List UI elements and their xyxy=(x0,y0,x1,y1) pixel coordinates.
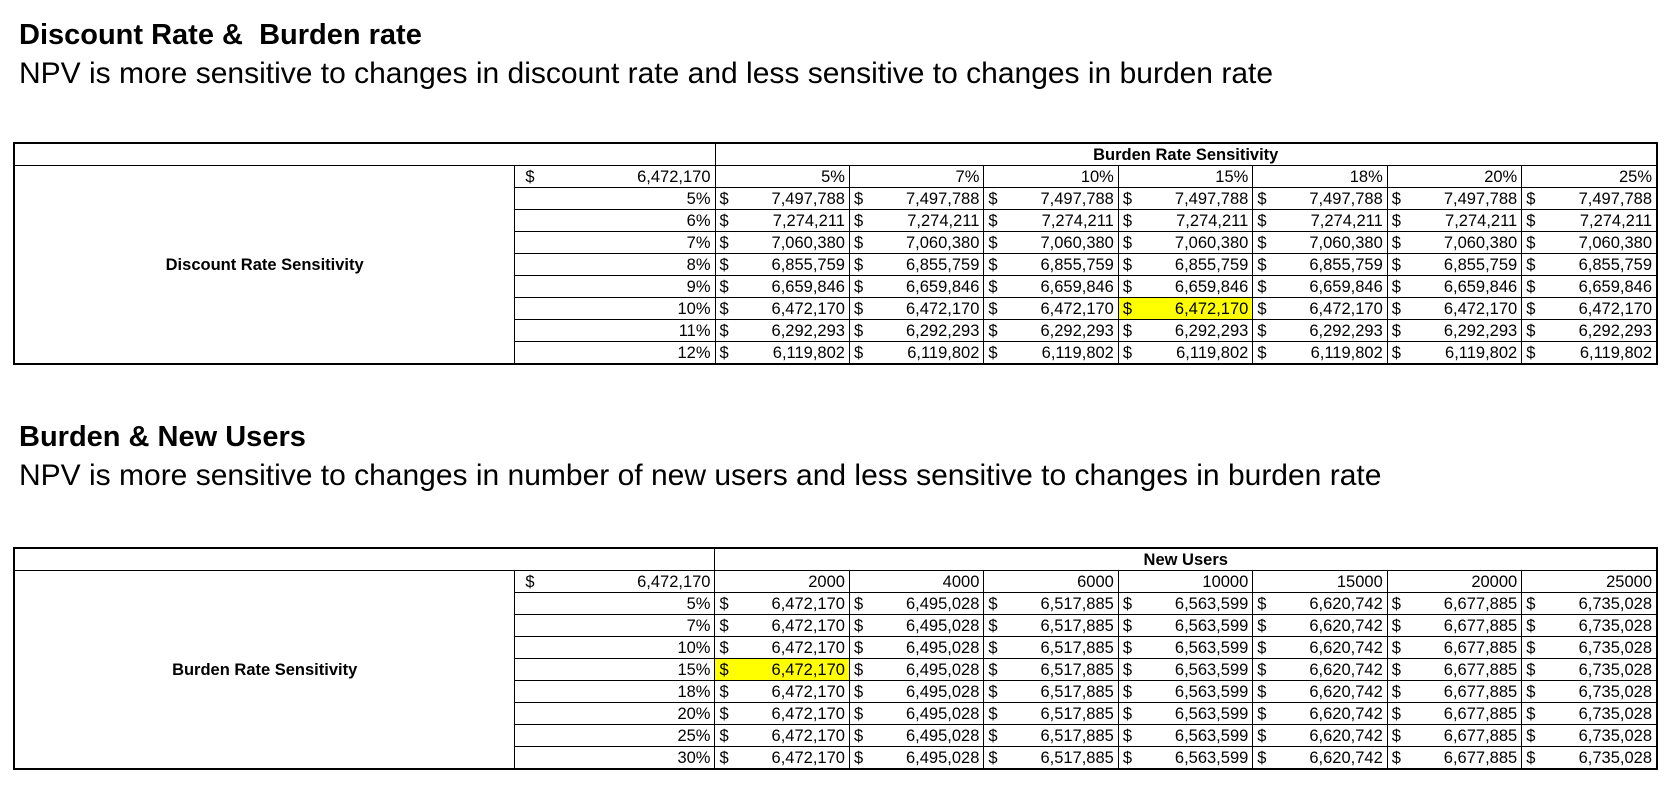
currency-symbol: $ xyxy=(1522,298,1538,320)
currency-symbol: $ xyxy=(1522,615,1538,637)
npv-value-cell: 7,274,211 xyxy=(1268,210,1387,232)
npv-value-cell: 6,735,028 xyxy=(1537,703,1656,725)
currency-symbol: $ xyxy=(1118,593,1134,615)
currency-symbol: $ xyxy=(1522,232,1538,254)
row-axis-header: Burden Rate Sensitivity xyxy=(172,660,358,679)
npv-value-cell: 6,292,293 xyxy=(1268,320,1387,342)
currency-symbol: $ xyxy=(1387,703,1403,725)
currency-symbol: $ xyxy=(849,747,865,769)
currency-symbol: $ xyxy=(1253,681,1269,703)
currency-symbol: $ xyxy=(1387,681,1403,703)
currency-symbol: $ xyxy=(1253,615,1269,637)
npv-value-cell: 6,292,293 xyxy=(1134,320,1253,342)
npv-value-cell: 6,735,028 xyxy=(1537,659,1656,681)
npv-value-cell: 6,472,170 xyxy=(1000,298,1119,320)
currency-symbol: $ xyxy=(984,637,1000,659)
currency-symbol: $ xyxy=(1253,298,1269,320)
currency-symbol: $ xyxy=(1118,659,1134,681)
npv-value-cell: 6,659,846 xyxy=(1000,276,1119,298)
currency-symbol: $ xyxy=(1387,659,1403,681)
currency-symbol: $ xyxy=(1522,637,1538,659)
base-npv-value: 6,472,170 xyxy=(637,167,711,186)
base-npv-cell xyxy=(515,571,715,593)
npv-value-cell: 7,497,788 xyxy=(1403,188,1522,210)
npv-value-cell: 7,497,788 xyxy=(731,188,850,210)
currency-symbol: $ xyxy=(1387,210,1403,232)
npv-value-cell: 6,495,028 xyxy=(865,747,984,769)
npv-value-cell: 6,620,742 xyxy=(1268,637,1387,659)
npv-value-cell: 7,497,788 xyxy=(1000,188,1119,210)
currency-symbol: $ xyxy=(849,342,865,364)
npv-value-cell: 6,563,599 xyxy=(1134,747,1253,769)
column-axis-header: New Users xyxy=(715,549,1657,571)
npv-value-cell: 6,677,885 xyxy=(1403,725,1522,747)
section-title: Discount Rate & Burden rate xyxy=(19,19,422,51)
currency-symbol: $ xyxy=(1522,210,1538,232)
npv-value-cell: 6,472,170 xyxy=(731,747,850,769)
npv-value-cell: 6,735,028 xyxy=(1537,593,1656,615)
column-value: 4000 xyxy=(849,571,983,593)
npv-value-cell: 6,119,802 xyxy=(1403,342,1522,364)
currency-symbol: $ xyxy=(1118,210,1134,232)
column-value: 10000 xyxy=(1118,571,1252,593)
currency-symbol: $ xyxy=(715,747,731,769)
npv-value-cell: 6,659,846 xyxy=(1134,276,1253,298)
currency-symbol: $ xyxy=(1387,593,1403,615)
currency-symbol: $ xyxy=(1118,681,1134,703)
row-label: 20% xyxy=(515,703,715,725)
npv-value-cell: 6,292,293 xyxy=(1000,320,1119,342)
column-value: 15% xyxy=(1118,166,1252,188)
currency-symbol: $ xyxy=(984,276,1000,298)
currency-symbol: $ xyxy=(849,593,865,615)
row-label: 6% xyxy=(515,210,715,232)
npv-value-cell: 6,517,885 xyxy=(1000,725,1119,747)
currency-symbol: $ xyxy=(984,232,1000,254)
currency-symbol: $ xyxy=(1522,725,1538,747)
currency-symbol: $ xyxy=(715,298,731,320)
currency-symbol: $ xyxy=(715,659,731,681)
column-value: 7% xyxy=(849,166,983,188)
currency-symbol: $ xyxy=(1387,320,1403,342)
currency-symbol: $ xyxy=(1253,637,1269,659)
row-axis-header: Discount Rate Sensitivity xyxy=(165,255,364,274)
currency-symbol: $ xyxy=(1522,747,1538,769)
npv-value-cell: 6,620,742 xyxy=(1268,615,1387,637)
column-value: 15000 xyxy=(1253,571,1387,593)
row-label: 10% xyxy=(515,298,715,320)
currency-symbol: $ xyxy=(1522,188,1538,210)
npv-value-cell: 6,517,885 xyxy=(1000,637,1119,659)
npv-value-cell: 7,274,211 xyxy=(1403,210,1522,232)
section-discount-burden xyxy=(19,18,1273,92)
npv-value-cell: 6,620,742 xyxy=(1268,681,1387,703)
currency-symbol: $ xyxy=(1118,615,1134,637)
npv-value-cell: 6,735,028 xyxy=(1537,681,1656,703)
column-value: 20% xyxy=(1387,166,1521,188)
currency-symbol: $ xyxy=(1118,188,1134,210)
npv-value-cell: 6,855,759 xyxy=(1268,254,1387,276)
npv-value-cell: 6,472,170 xyxy=(731,725,850,747)
npv-value-cell: 6,517,885 xyxy=(1000,681,1119,703)
base-npv-value: 6,472,170 xyxy=(637,572,711,591)
currency-symbol: $ xyxy=(1118,637,1134,659)
currency-symbol: $ xyxy=(715,681,731,703)
currency-symbol: $ xyxy=(984,188,1000,210)
currency-symbol: $ xyxy=(1253,342,1269,364)
column-value: 10% xyxy=(984,166,1118,188)
npv-value-cell: 7,497,788 xyxy=(865,188,984,210)
currency-symbol: $ xyxy=(1118,703,1134,725)
currency-symbol: $ xyxy=(715,188,731,210)
currency-symbol: $ xyxy=(849,188,865,210)
npv-value-cell: 6,677,885 xyxy=(1403,703,1522,725)
currency-symbol: $ xyxy=(1118,725,1134,747)
currency-symbol: $ xyxy=(1387,725,1403,747)
npv-value-cell: 6,677,885 xyxy=(1403,615,1522,637)
currency-symbol: $ xyxy=(1522,659,1538,681)
npv-value-cell: 6,517,885 xyxy=(1000,703,1119,725)
currency-symbol: $ xyxy=(1118,342,1134,364)
npv-value-cell: 6,855,759 xyxy=(1134,254,1253,276)
discount-burden-sensitivity-table xyxy=(14,143,1657,364)
npv-value-cell: 6,855,759 xyxy=(731,254,850,276)
npv-value-cell: 7,497,788 xyxy=(1268,188,1387,210)
npv-value-cell: 6,119,802 xyxy=(731,342,850,364)
burden-new-users-sensitivity-table xyxy=(14,548,1657,769)
currency-symbol: $ xyxy=(849,703,865,725)
currency-symbol: $ xyxy=(1118,320,1134,342)
npv-value-cell: 6,472,170 xyxy=(1268,298,1387,320)
npv-value-cell: 6,735,028 xyxy=(1537,725,1656,747)
npv-value-cell: 7,274,211 xyxy=(1134,210,1253,232)
currency-symbol: $ xyxy=(1387,342,1403,364)
currency-symbol: $ xyxy=(984,615,1000,637)
npv-value-cell: 6,855,759 xyxy=(1537,254,1656,276)
npv-value-cell: 6,659,846 xyxy=(865,276,984,298)
npv-value-cell: 6,620,742 xyxy=(1268,747,1387,769)
npv-value-cell: 7,497,788 xyxy=(1134,188,1253,210)
column-value: 25% xyxy=(1522,166,1657,188)
npv-value-cell: 6,472,170 xyxy=(731,637,850,659)
currency-symbol: $ xyxy=(849,276,865,298)
table-column-values-row xyxy=(15,166,1657,188)
npv-value-cell: 6,517,885 xyxy=(1000,615,1119,637)
column-value: 25000 xyxy=(1522,571,1657,593)
currency-symbol: $ xyxy=(849,232,865,254)
section-subtitle: NPV is more sensitive to changes in number of new users and less sensitive to changes in burden rate xyxy=(19,459,1382,492)
npv-value-cell: 6,292,293 xyxy=(865,320,984,342)
currency-symbol: $ xyxy=(1387,254,1403,276)
npv-value-cell: 6,472,170 xyxy=(731,298,850,320)
row-label: 12% xyxy=(515,342,715,364)
npv-value-cell: 6,495,028 xyxy=(865,637,984,659)
currency-symbol: $ xyxy=(715,703,731,725)
currency-symbol: $ xyxy=(1522,703,1538,725)
npv-value-cell: 6,677,885 xyxy=(1403,681,1522,703)
npv-value-cell: 6,855,759 xyxy=(865,254,984,276)
npv-value-cell: 6,119,802 xyxy=(1268,342,1387,364)
row-label: 11% xyxy=(515,320,715,342)
row-label: 10% xyxy=(515,637,715,659)
currency-symbol: $ xyxy=(849,615,865,637)
currency-symbol: $ xyxy=(984,254,1000,276)
currency-symbol: $ xyxy=(984,747,1000,769)
currency-symbol: $ xyxy=(715,342,731,364)
npv-value-cell: 6,472,170 xyxy=(731,659,850,681)
npv-value-cell: 6,119,802 xyxy=(1537,342,1656,364)
currency-symbol: $ xyxy=(849,320,865,342)
column-value: 6000 xyxy=(984,571,1118,593)
npv-value-cell: 6,659,846 xyxy=(1403,276,1522,298)
npv-value-cell: 6,119,802 xyxy=(1134,342,1253,364)
npv-value-cell: 6,563,599 xyxy=(1134,703,1253,725)
npv-value-cell: 6,563,599 xyxy=(1134,593,1253,615)
currency-symbol: $ xyxy=(715,210,731,232)
section-subtitle: NPV is more sensitive to changes in discount rate and less sensitive to changes in burden rate xyxy=(19,57,1274,90)
npv-value-cell: 6,495,028 xyxy=(865,659,984,681)
npv-value-cell: 7,274,211 xyxy=(865,210,984,232)
currency-symbol: $ xyxy=(1387,232,1403,254)
table-header-row xyxy=(15,144,1657,166)
currency-symbol: $ xyxy=(1387,747,1403,769)
table-column-values-row xyxy=(15,571,1657,593)
currency-symbol: $ xyxy=(1118,276,1134,298)
row-label: 8% xyxy=(515,254,715,276)
currency-symbol: $ xyxy=(715,725,731,747)
row-label: 15% xyxy=(515,659,715,681)
npv-value-cell: 6,563,599 xyxy=(1134,725,1253,747)
npv-value-cell: 6,620,742 xyxy=(1268,593,1387,615)
column-axis-header: Burden Rate Sensitivity xyxy=(715,144,1657,166)
row-label: 5% xyxy=(515,593,715,615)
npv-value-cell: 6,119,802 xyxy=(1000,342,1119,364)
currency-symbol: $ xyxy=(984,703,1000,725)
npv-value-cell: 6,677,885 xyxy=(1403,659,1522,681)
currency-symbol: $ xyxy=(1387,276,1403,298)
npv-value-cell: 6,517,885 xyxy=(1000,659,1119,681)
currency-symbol: $ xyxy=(715,593,731,615)
currency-symbol: $ xyxy=(1253,188,1269,210)
npv-value-cell: 6,735,028 xyxy=(1537,637,1656,659)
currency-symbol: $ xyxy=(715,232,731,254)
currency-symbol: $ xyxy=(715,637,731,659)
npv-value-cell: 6,659,846 xyxy=(1268,276,1387,298)
npv-value-cell: 6,472,170 xyxy=(1134,298,1253,320)
currency-symbol: $ xyxy=(1118,232,1134,254)
currency-symbol: $ xyxy=(715,615,731,637)
currency-symbol: $ xyxy=(715,320,731,342)
currency-symbol: $ xyxy=(1387,298,1403,320)
npv-value-cell: 6,677,885 xyxy=(1403,593,1522,615)
column-value: 18% xyxy=(1253,166,1387,188)
row-label: 9% xyxy=(515,276,715,298)
npv-value-cell: 7,060,380 xyxy=(1134,232,1253,254)
npv-value-cell: 6,517,885 xyxy=(1000,593,1119,615)
currency-symbol: $ xyxy=(1253,593,1269,615)
currency-symbol: $ xyxy=(525,167,535,186)
currency-symbol: $ xyxy=(984,298,1000,320)
currency-symbol: $ xyxy=(849,681,865,703)
npv-value-cell: 6,659,846 xyxy=(731,276,850,298)
npv-value-cell: 6,563,599 xyxy=(1134,681,1253,703)
npv-value-cell: 7,060,380 xyxy=(1537,232,1656,254)
npv-value-cell: 6,677,885 xyxy=(1403,747,1522,769)
table-header-row xyxy=(15,549,1657,571)
npv-value-cell: 6,855,759 xyxy=(1403,254,1522,276)
npv-value-cell: 7,060,380 xyxy=(1000,232,1119,254)
currency-symbol: $ xyxy=(1253,254,1269,276)
column-value: 5% xyxy=(715,166,849,188)
currency-symbol: $ xyxy=(1118,298,1134,320)
currency-symbol: $ xyxy=(715,276,731,298)
currency-symbol: $ xyxy=(1253,232,1269,254)
currency-symbol: $ xyxy=(849,725,865,747)
currency-symbol: $ xyxy=(1253,320,1269,342)
currency-symbol: $ xyxy=(1522,681,1538,703)
currency-symbol: $ xyxy=(984,659,1000,681)
currency-symbol: $ xyxy=(1253,276,1269,298)
currency-symbol: $ xyxy=(1522,593,1538,615)
currency-symbol: $ xyxy=(849,298,865,320)
currency-symbol: $ xyxy=(1522,342,1538,364)
npv-value-cell: 6,472,170 xyxy=(731,593,850,615)
npv-value-cell: 6,495,028 xyxy=(865,615,984,637)
npv-value-cell: 6,292,293 xyxy=(1403,320,1522,342)
currency-symbol: $ xyxy=(1253,725,1269,747)
npv-value-cell: 6,292,293 xyxy=(731,320,850,342)
row-label: 5% xyxy=(515,188,715,210)
currency-symbol: $ xyxy=(1522,276,1538,298)
npv-value-cell: 6,495,028 xyxy=(865,703,984,725)
currency-symbol: $ xyxy=(715,254,731,276)
npv-value-cell: 6,472,170 xyxy=(731,681,850,703)
row-label: 25% xyxy=(515,725,715,747)
npv-value-cell: 7,060,380 xyxy=(1268,232,1387,254)
section-burden-new-users xyxy=(19,420,1381,494)
currency-symbol: $ xyxy=(1387,615,1403,637)
currency-symbol: $ xyxy=(984,593,1000,615)
currency-symbol: $ xyxy=(849,637,865,659)
row-label: 7% xyxy=(515,615,715,637)
currency-symbol: $ xyxy=(849,659,865,681)
npv-value-cell: 6,563,599 xyxy=(1134,637,1253,659)
npv-value-cell: 7,060,380 xyxy=(865,232,984,254)
npv-value-cell: 6,292,293 xyxy=(1537,320,1656,342)
section-title: Burden & New Users xyxy=(19,421,306,453)
npv-value-cell: 6,517,885 xyxy=(1000,747,1119,769)
npv-value-cell: 6,620,742 xyxy=(1268,725,1387,747)
currency-symbol: $ xyxy=(1253,659,1269,681)
currency-symbol: $ xyxy=(849,210,865,232)
currency-symbol: $ xyxy=(984,320,1000,342)
currency-symbol: $ xyxy=(1253,703,1269,725)
npv-value-cell: 6,472,170 xyxy=(731,615,850,637)
base-npv-cell xyxy=(515,166,715,188)
npv-value-cell: 6,563,599 xyxy=(1134,659,1253,681)
npv-value-cell: 6,119,802 xyxy=(865,342,984,364)
currency-symbol: $ xyxy=(1253,210,1269,232)
currency-symbol: $ xyxy=(1522,254,1538,276)
currency-symbol: $ xyxy=(1118,254,1134,276)
npv-value-cell: 6,659,846 xyxy=(1537,276,1656,298)
row-label: 18% xyxy=(515,681,715,703)
npv-value-cell: 6,855,759 xyxy=(1000,254,1119,276)
npv-value-cell: 6,735,028 xyxy=(1537,747,1656,769)
currency-symbol: $ xyxy=(984,681,1000,703)
npv-value-cell: 6,495,028 xyxy=(865,681,984,703)
currency-symbol: $ xyxy=(1522,320,1538,342)
npv-value-cell: 6,472,170 xyxy=(1403,298,1522,320)
column-value: 2000 xyxy=(715,571,849,593)
npv-value-cell: 7,497,788 xyxy=(1537,188,1656,210)
npv-value-cell: 6,620,742 xyxy=(1268,703,1387,725)
currency-symbol: $ xyxy=(1118,747,1134,769)
currency-symbol: $ xyxy=(1253,747,1269,769)
npv-value-cell: 7,274,211 xyxy=(1000,210,1119,232)
npv-value-cell: 7,060,380 xyxy=(731,232,850,254)
currency-symbol: $ xyxy=(984,725,1000,747)
npv-value-cell: 7,274,211 xyxy=(1537,210,1656,232)
column-value: 20000 xyxy=(1387,571,1521,593)
currency-symbol: $ xyxy=(1387,637,1403,659)
npv-value-cell: 6,472,170 xyxy=(865,298,984,320)
npv-value-cell: 7,060,380 xyxy=(1403,232,1522,254)
npv-value-cell: 6,620,742 xyxy=(1268,659,1387,681)
currency-symbol: $ xyxy=(849,254,865,276)
npv-value-cell: 6,472,170 xyxy=(1537,298,1656,320)
currency-symbol: $ xyxy=(1387,188,1403,210)
npv-value-cell: 6,735,028 xyxy=(1537,615,1656,637)
currency-symbol: $ xyxy=(525,572,535,591)
row-label: 7% xyxy=(515,232,715,254)
npv-value-cell: 6,677,885 xyxy=(1403,637,1522,659)
npv-value-cell: 6,563,599 xyxy=(1134,615,1253,637)
currency-symbol: $ xyxy=(984,342,1000,364)
npv-value-cell: 6,495,028 xyxy=(865,725,984,747)
currency-symbol: $ xyxy=(984,210,1000,232)
npv-value-cell: 7,274,211 xyxy=(731,210,850,232)
row-label: 30% xyxy=(515,747,715,769)
npv-value-cell: 6,472,170 xyxy=(731,703,850,725)
npv-value-cell: 6,495,028 xyxy=(865,593,984,615)
